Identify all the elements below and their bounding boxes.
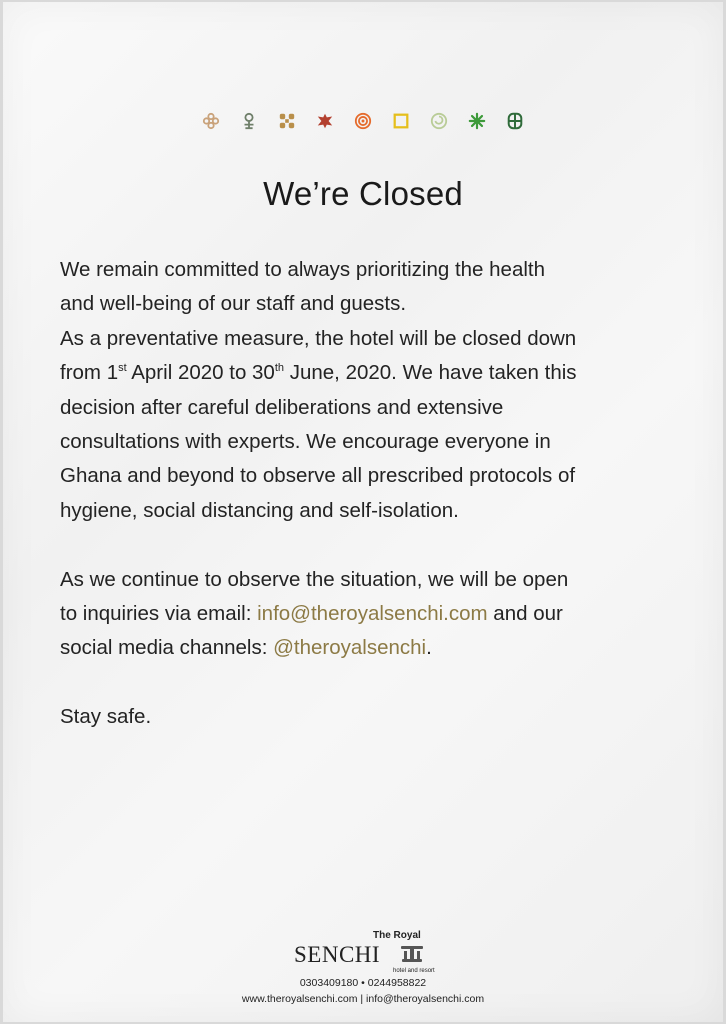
footer-phones: 0303409180 • 0244958822 — [299, 977, 427, 989]
text-line: hygiene, social distancing and self-isolation. — [60, 498, 459, 522]
paragraph-commitment — [60, 253, 680, 528]
text-line: social media channels: @theroyalsenchi. — [60, 636, 432, 660]
adinkra-symbol-row — [3, 112, 723, 130]
text-line: consultations with experts. We encourage everyone in — [60, 430, 551, 454]
adinkra-knot-icon — [278, 112, 296, 130]
adinkra-star-icon — [468, 112, 486, 130]
brand-prefix: The Royal — [373, 930, 421, 941]
page-title: We’re Closed — [263, 175, 463, 212]
adinkra-link-icon — [506, 112, 524, 130]
adinkra-concentric-circle-icon — [354, 112, 372, 130]
text-line: Ghana and beyond to observe all prescribed protocols of — [60, 464, 576, 488]
adinkra-square-icon — [392, 112, 410, 130]
paragraph-closing: Stay safe. — [60, 705, 152, 729]
email-link[interactable]: info@theroyalsenchi.com — [257, 602, 488, 626]
adinkra-spiral-icon — [430, 112, 448, 130]
text-line: from 1st April 2020 to 30th June, 2020. We have taken this — [60, 361, 577, 385]
text-line: As we continue to observe the situation, we will be open — [60, 567, 569, 591]
text-line: to inquiries via email: info@theroyalsenchi.com and our — [60, 602, 563, 626]
text-line: We remain committed to always prioritizing the health — [60, 258, 545, 281]
adinkra-crocodile-icon — [316, 112, 334, 130]
stool-logo-icon — [400, 945, 424, 963]
adinkra-figure-icon — [240, 112, 258, 130]
text-line: decision after careful deliberations and extensive — [60, 395, 504, 419]
brand-tagline: hotel and resort — [393, 968, 435, 974]
text-line: and well-being of our staff and guests. — [60, 292, 407, 316]
notice-body — [60, 253, 680, 735]
footer-web-contact: www.theroyalsenchi.com | info@theroyalsenchi.com — [241, 993, 485, 1005]
brand-name: SENCHI — [294, 942, 381, 967]
adinkra-flower-icon — [202, 112, 220, 130]
paragraph-contact — [60, 563, 680, 666]
social-handle-link[interactable]: @theroyalsenchi — [273, 636, 427, 660]
text-line: As a preventative measure, the hotel will be closed down — [60, 326, 577, 350]
notice-page — [3, 2, 723, 1022]
